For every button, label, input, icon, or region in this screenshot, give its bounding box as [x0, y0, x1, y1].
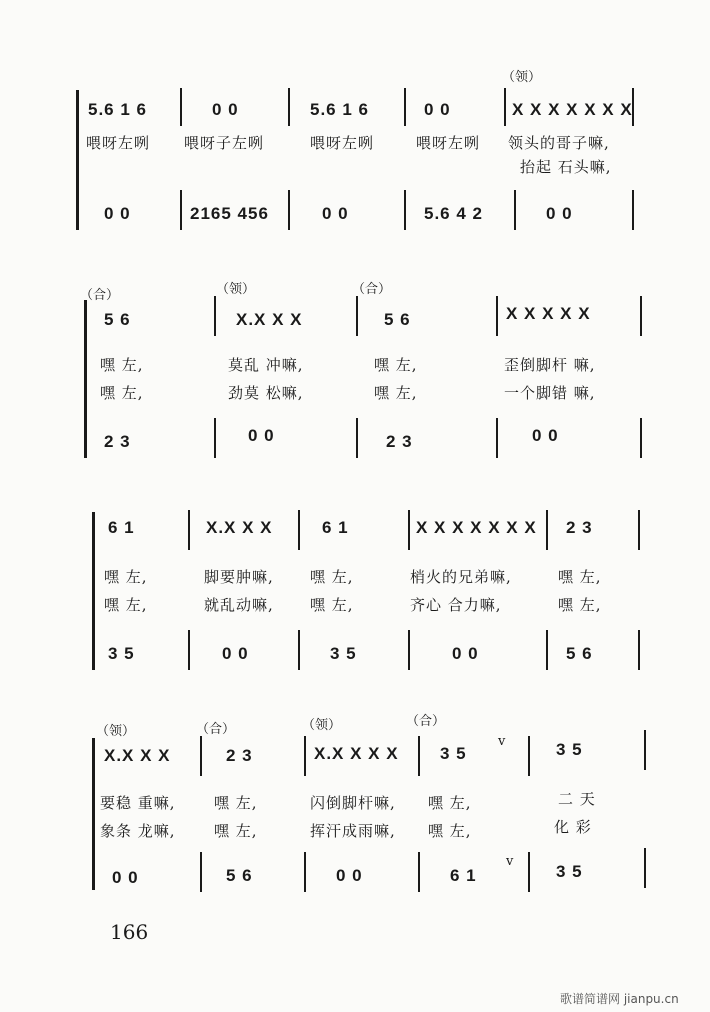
lyric: 一个脚错 嘛, — [504, 384, 596, 402]
lyric: 嘿 左, — [310, 568, 354, 586]
lyric: 要稳 重嘛, — [100, 794, 176, 812]
barline — [188, 630, 190, 670]
barline — [408, 510, 410, 550]
barline — [644, 730, 646, 770]
barline — [356, 296, 358, 336]
barline — [640, 296, 642, 336]
upper-notes: X X X X X — [506, 304, 591, 323]
barline — [304, 852, 306, 892]
barline — [180, 190, 182, 230]
lyric: 嘿 左, — [104, 568, 148, 586]
barline — [638, 510, 640, 550]
lyric: 脚要肿嘛, — [204, 568, 274, 586]
lower-notes: 0 0 — [336, 866, 363, 885]
barline — [528, 852, 530, 892]
lyric: 喂呀左咧 — [310, 134, 375, 152]
upper-notes: 2 3 — [566, 518, 593, 537]
lower-notes: 0 0 — [248, 426, 275, 445]
lower-notes: 0 0 — [222, 644, 249, 663]
lyric: 象条 龙嘛, — [100, 822, 176, 840]
lyric: 嘿 左, — [374, 384, 418, 402]
lyric: 嘿 左, — [214, 794, 258, 812]
barline — [496, 296, 498, 336]
lyric: 喂呀左咧 — [86, 134, 151, 152]
lyric: 莫乱 冲嘛, — [228, 356, 304, 374]
lower-notes: 5 6 — [566, 644, 593, 663]
lower-notes: 2 3 — [386, 432, 413, 451]
barline — [504, 88, 506, 126]
role-mark: （合） — [352, 282, 392, 297]
lyric: 闪倒脚杆嘛, — [310, 794, 396, 812]
lower-notes: 0 0 — [322, 204, 349, 223]
lower-notes: 3 5 — [108, 644, 135, 663]
lower-notes: 5 6 — [226, 866, 253, 885]
lower-notes: 0 0 — [532, 426, 559, 445]
barline — [214, 296, 216, 336]
barline — [298, 630, 300, 670]
upper-notes: 5 6 — [104, 310, 131, 329]
upper-notes: 6 1 — [108, 518, 135, 537]
upper-notes: X.X X X — [104, 746, 171, 765]
barline — [200, 852, 202, 892]
lyric: 嘿 左, — [558, 596, 602, 614]
upper-notes: X.X X X X — [314, 744, 399, 763]
upper-notes: 5.6 1 6 — [88, 100, 147, 119]
lower-notes: 0 0 — [104, 204, 131, 223]
role-mark: （合） — [196, 722, 236, 737]
breath-mark: v — [506, 854, 514, 869]
watermark: 歌谱简谱网 jianpu.cn — [560, 992, 679, 1006]
lyric: 嘿 左, — [428, 822, 472, 840]
lower-notes: 2165 456 — [190, 204, 269, 223]
page-number: 166 — [110, 920, 149, 944]
lyric: 齐心 合力嘛, — [410, 596, 502, 614]
upper-notes: X.X X X — [206, 518, 273, 537]
lower-notes: 0 0 — [452, 644, 479, 663]
upper-notes: X.X X X — [236, 310, 303, 329]
lower-notes: 3 5 — [330, 644, 357, 663]
lyric: 嘿 左, — [214, 822, 258, 840]
lower-notes: 6 1 — [450, 866, 477, 885]
upper-notes: 5 6 — [384, 310, 411, 329]
upper-notes: X X X X X X X — [512, 100, 633, 119]
barline — [408, 630, 410, 670]
lower-notes: 5.6 4 2 — [424, 204, 483, 223]
upper-notes: 2 3 — [226, 746, 253, 765]
barline — [644, 848, 646, 888]
upper-notes: 0 0 — [424, 100, 451, 119]
lyric: 喂呀左咧 — [416, 134, 481, 152]
lyric: 领头的哥子嘛, — [508, 134, 610, 152]
system-brace — [92, 738, 95, 890]
upper-notes: 3 5 — [440, 744, 467, 763]
lyric: 嘿 左, — [100, 356, 144, 374]
barline — [638, 630, 640, 670]
barline — [514, 190, 516, 230]
lyric: 歪倒脚杆 嘛, — [504, 356, 596, 374]
system-brace — [92, 512, 95, 670]
lyric: 梢火的兄弟嘛, — [410, 568, 512, 586]
lyric: 抬起 石头嘛, — [520, 158, 612, 176]
barline — [188, 510, 190, 550]
upper-notes: 3 5 — [556, 740, 583, 759]
barline — [418, 852, 420, 892]
role-mark: （领） — [216, 282, 256, 297]
barline — [288, 190, 290, 230]
role-mark: （领） — [302, 718, 342, 733]
lyric: 嘿 左, — [310, 596, 354, 614]
role-mark: （领） — [502, 70, 542, 85]
barline — [632, 190, 634, 230]
barline — [200, 736, 202, 776]
breath-mark: v — [498, 734, 506, 749]
barline — [496, 418, 498, 458]
barline — [356, 418, 358, 458]
barline — [404, 190, 406, 230]
barline — [304, 736, 306, 776]
lower-notes: 2 3 — [104, 432, 131, 451]
barline — [546, 630, 548, 670]
role-mark: （领） — [96, 724, 136, 739]
lyric: 嘿 左, — [100, 384, 144, 402]
upper-notes: X X X X X X X — [416, 518, 537, 537]
barline — [640, 418, 642, 458]
barline — [298, 510, 300, 550]
lyric: 劲莫 松嘛, — [228, 384, 304, 402]
lyric: 喂呀子左咧 — [184, 134, 265, 152]
barline — [180, 88, 182, 126]
system-brace — [76, 90, 79, 230]
lyric: 二 天 — [558, 790, 596, 808]
barline — [528, 736, 530, 776]
upper-notes: 0 0 — [212, 100, 239, 119]
upper-notes: 6 1 — [322, 518, 349, 537]
barline — [404, 88, 406, 126]
lyric: 嘿 左, — [558, 568, 602, 586]
role-mark: （合） — [80, 288, 120, 303]
barline — [546, 510, 548, 550]
lower-notes: 3 5 — [556, 862, 583, 881]
role-mark: （合） — [406, 714, 446, 729]
lyric: 挥汗成雨嘛, — [310, 822, 396, 840]
barline — [288, 88, 290, 126]
system-brace — [84, 300, 87, 458]
upper-notes: 5.6 1 6 — [310, 100, 369, 119]
lyric: 嘿 左, — [428, 794, 472, 812]
lyric: 就乱动嘛, — [204, 596, 274, 614]
lyric: 嘿 左, — [374, 356, 418, 374]
barline — [214, 418, 216, 458]
lower-notes: 0 0 — [546, 204, 573, 223]
lyric: 嘿 左, — [104, 596, 148, 614]
lyric: 化 彩 — [554, 818, 592, 836]
barline — [418, 736, 420, 776]
lower-notes: 0 0 — [112, 868, 139, 887]
